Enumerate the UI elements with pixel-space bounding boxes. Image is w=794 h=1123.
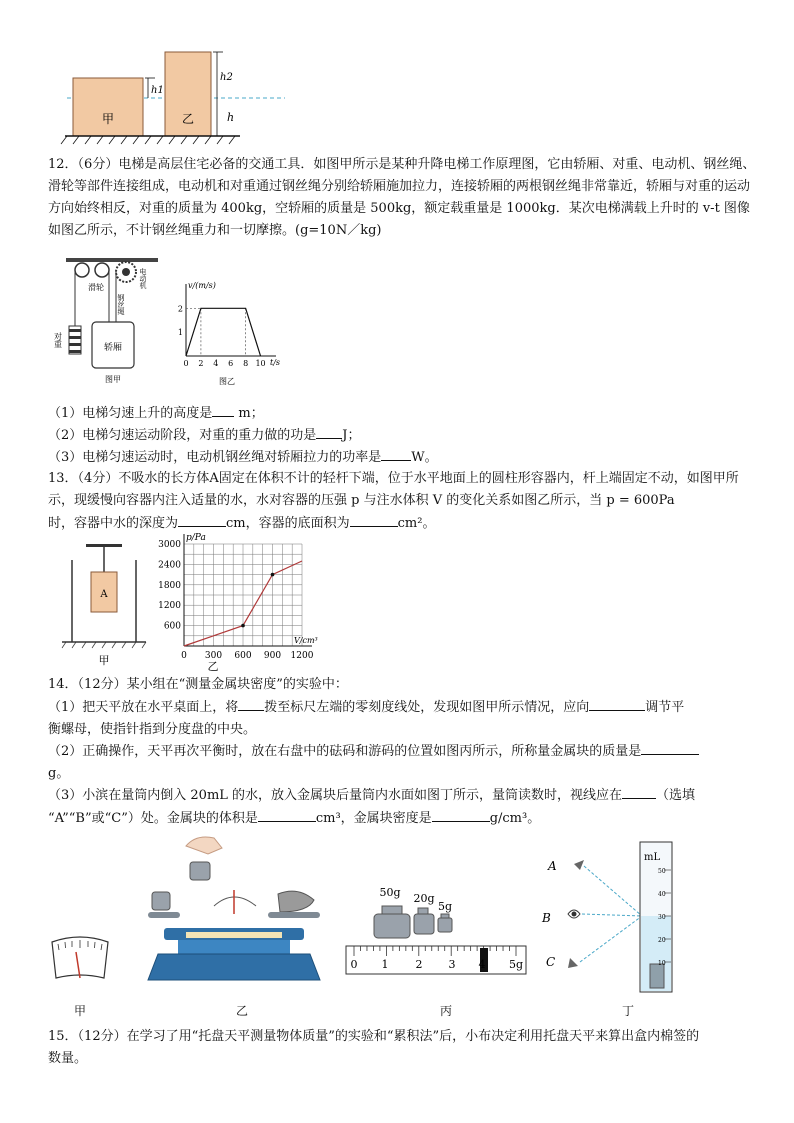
q14-s3 [48,784,760,830]
cyl-tick-30: 30 [658,914,666,921]
scale-tick-4: 4 [478,958,486,971]
q12-sub3 [48,446,760,469]
fig-caption-ding: 丁 [622,1004,635,1018]
fig-caption-yi: 乙 [236,1004,249,1018]
q13-stem [48,468,760,535]
q14-s1-b: 拨至标尺左端的零刻度线处，发现如图甲所示情况，应向 [264,700,590,715]
x-tick-label: 300 [204,651,223,661]
y-tick-label: 1 [177,328,183,338]
scale-tick-2: 2 [415,958,423,971]
q14-s1 [48,696,760,741]
q14-blank-4[interactable] [622,784,656,799]
h1-label: h1 [151,85,164,96]
q15-text [48,1026,760,1070]
q12-sub1-text: （1）电梯匀速上升的高度是 [48,406,213,421]
metal-block-in-cylinder [650,964,664,988]
y-tick-label: 2 [177,304,183,314]
scale-tick-1: 1 [381,958,389,971]
elevator-diagram [53,254,168,386]
metal-block [190,862,210,880]
q14-blank-6[interactable] [432,807,490,822]
pointer-dial [48,934,112,982]
q13-stem-b: 时，容器中水的深度为 [48,516,179,531]
q15-line1: 15．（12分）在学习了用“托盘天平测量物体质量”的实验和“累积法”后，小布决定利用托盘天平来算出盒内棉签的 [48,1029,700,1044]
cylinder-figure [540,836,700,996]
weights-and-scale [342,878,532,988]
block-yi-label: 乙 [181,112,195,126]
hand-icon [186,837,222,854]
x-tick-label: 1200 [290,651,314,661]
vt-series-line [186,308,261,356]
scale-tick-5: 5g [508,958,524,971]
x-tick-label: 600 [234,651,252,661]
q14-s3-e: g/cm³。 [489,811,541,826]
pulley-icon [95,263,109,277]
cyl-tick-50: 50 [658,868,666,875]
x-tick-label: 0 [183,359,189,368]
block-jia [73,78,143,136]
cyl-tick-10: 10 [658,960,666,967]
x-axis-label: t/s [270,358,281,367]
y-tick-label: 1200 [158,601,181,612]
q13-blank-1[interactable] [178,512,226,527]
vt-chart [170,278,290,388]
cyl-tick-40: 40 [658,891,666,898]
y-tick-label: 1800 [158,580,181,591]
q13-stem-c: cm，容器的底面积为 [226,516,350,531]
container-caption: 甲 [98,654,110,667]
x-tick-label: 6 [228,359,234,368]
y-axis-label: p/Pa [186,533,206,543]
q12-sub1-unit: m； [238,406,264,421]
q14-blank-5[interactable] [258,807,316,822]
q14-blank-3[interactable] [641,740,699,755]
x-tick-label: 2 [198,359,204,368]
block-a-label: A [100,589,108,600]
eye-label-a: A [548,859,557,873]
q14-s2 [48,740,760,785]
q14-s1-a: （1）把天平放在水平桌面上，将 [48,700,239,715]
pv-point [271,573,275,577]
q14-s3-c: “A”“B”或“C”）处。金属块的体积是 [48,811,258,826]
q14-title: 14．（12分）某小组在“测量金属块密度”的实验中： [48,677,348,692]
weight-20g-label: 20g [413,892,435,905]
pv-chart [150,528,340,673]
scale-tick-3: 3 [448,958,456,971]
q12-blank-1[interactable] [212,402,234,417]
x-tick-label: 4 [213,359,219,368]
rope-label: 钢丝绳 [117,294,125,315]
q14-blank-1[interactable] [238,696,264,711]
x-tick-label: 900 [263,651,282,661]
counterweight-label: 对重 [53,332,63,348]
q14-s3-b: （选填 [656,788,696,803]
pulley-icon [75,263,89,277]
eye-a-icon [574,860,584,870]
pulley-label: 滑轮 [88,283,104,292]
x-tick-label: 0 [181,651,187,661]
q13-stem-d: cm²。 [397,516,436,531]
pv-point [241,624,245,628]
q14-s3-d: cm³，金属块密度是 [315,811,432,826]
q12-sub2 [48,424,760,447]
q12-sub3-unit: W。 [411,450,438,465]
cylinder-unit: mL [644,852,661,863]
x-tick-label: 10 [255,359,266,368]
weights-on-pan [278,891,314,912]
q12-blank-2[interactable] [316,424,342,439]
q14-s2-b: g。 [48,766,70,781]
eye-c-icon [568,958,578,968]
q12-sub2-unit: J； [342,428,361,443]
h-label: h [227,111,235,124]
q12-sub2-text: （2）电梯匀速运动阶段，对重的重力做的功是 [48,428,317,443]
eye-label-c: C [546,955,556,969]
y-tick-label: 3000 [158,540,181,550]
fig-caption-jia: 甲 [74,1004,87,1018]
pv-caption: 乙 [207,660,219,673]
q14-blank-2[interactable] [589,696,645,711]
q12-blank-3[interactable] [381,446,411,461]
q14-s2-a: （2）正确操作，天平再次平衡时，放在右盘中的砝码和游码的位置如图丙所示，所称量金属块的质量是 [48,744,642,759]
scale-tick-0: 0 [350,958,358,971]
weight-5g-label: 5g [437,900,453,913]
balance-illustration [148,832,338,992]
weight-50g-label: 50g [379,886,401,899]
fig-caption-bing: 丙 [440,1004,453,1018]
container-diagram [60,538,150,670]
q12-stem: 12．（6分）电梯是高层住宅必备的交通工具．如图甲所示是某种升降电梯工作原理图，它由轿厢、对重、电动机、钢丝绳、滑轮等部件连接组成，电动机和对重通过钢丝绳分别给轿厢施加拉力，连接轿厢的两根钢丝绳非常靠近，轿厢与对重的运动方向始终相反，对重的质量为 400kg，空轿厢的质量是 500kg，额定载重量是 1000kg．某次电梯满载上升时的 v-t 图像如图乙所示，不计钢丝绳重力和一切摩擦。(g=10N／kg) [48,157,756,238]
x-tick-label: 8 [243,359,249,368]
q13-blank-2[interactable] [350,512,398,527]
y-tick-label: 2400 [158,560,181,571]
q15-line2: 数量。 [48,1051,88,1066]
q12-sub3-text: （3）电梯匀速运动时，电动机钢丝绳对轿厢拉力的功率是 [48,450,382,465]
fig-yi-caption: 图乙 [219,377,235,386]
q12-sub1 [48,402,760,425]
q14-s3-a: （3）小滨在量筒内倒入 20mL 的水，放入金属块后量筒内水面如图丁所示，量筒读数时，视线应在 [48,788,623,803]
cyl-tick-20: 20 [658,937,666,944]
h2-label: h2 [220,72,233,83]
q14-s1-c: 调节平 [645,700,685,715]
block-jia-label: 甲 [101,112,115,126]
fig-jia-caption: 图甲 [105,375,121,384]
x-axis-label: V/cm³ [294,636,318,645]
y-axis-label: v/(m/s) [188,281,216,290]
blocks-figure [55,40,255,150]
eye-label-b: B [542,911,551,925]
cabin-label: 轿厢 [103,343,123,353]
motor-label: 电动机 [139,268,147,289]
y-tick-label: 600 [163,621,181,632]
q14-s1-d: 衡螺母，使指针指到分度盘的中央。 [48,722,257,737]
q13-stem-a: 13．（4分）不吸水的长方体A固定在体积不计的轻杆下端，位于水平地面上的圆柱形容器内，杆上端固定不动，如图甲所示，现缓慢向容器内注入适量的水，水对容器的压强 p 与注水体积 V 的变化关系如图乙所示，当 p = 600Pa [48,471,739,508]
